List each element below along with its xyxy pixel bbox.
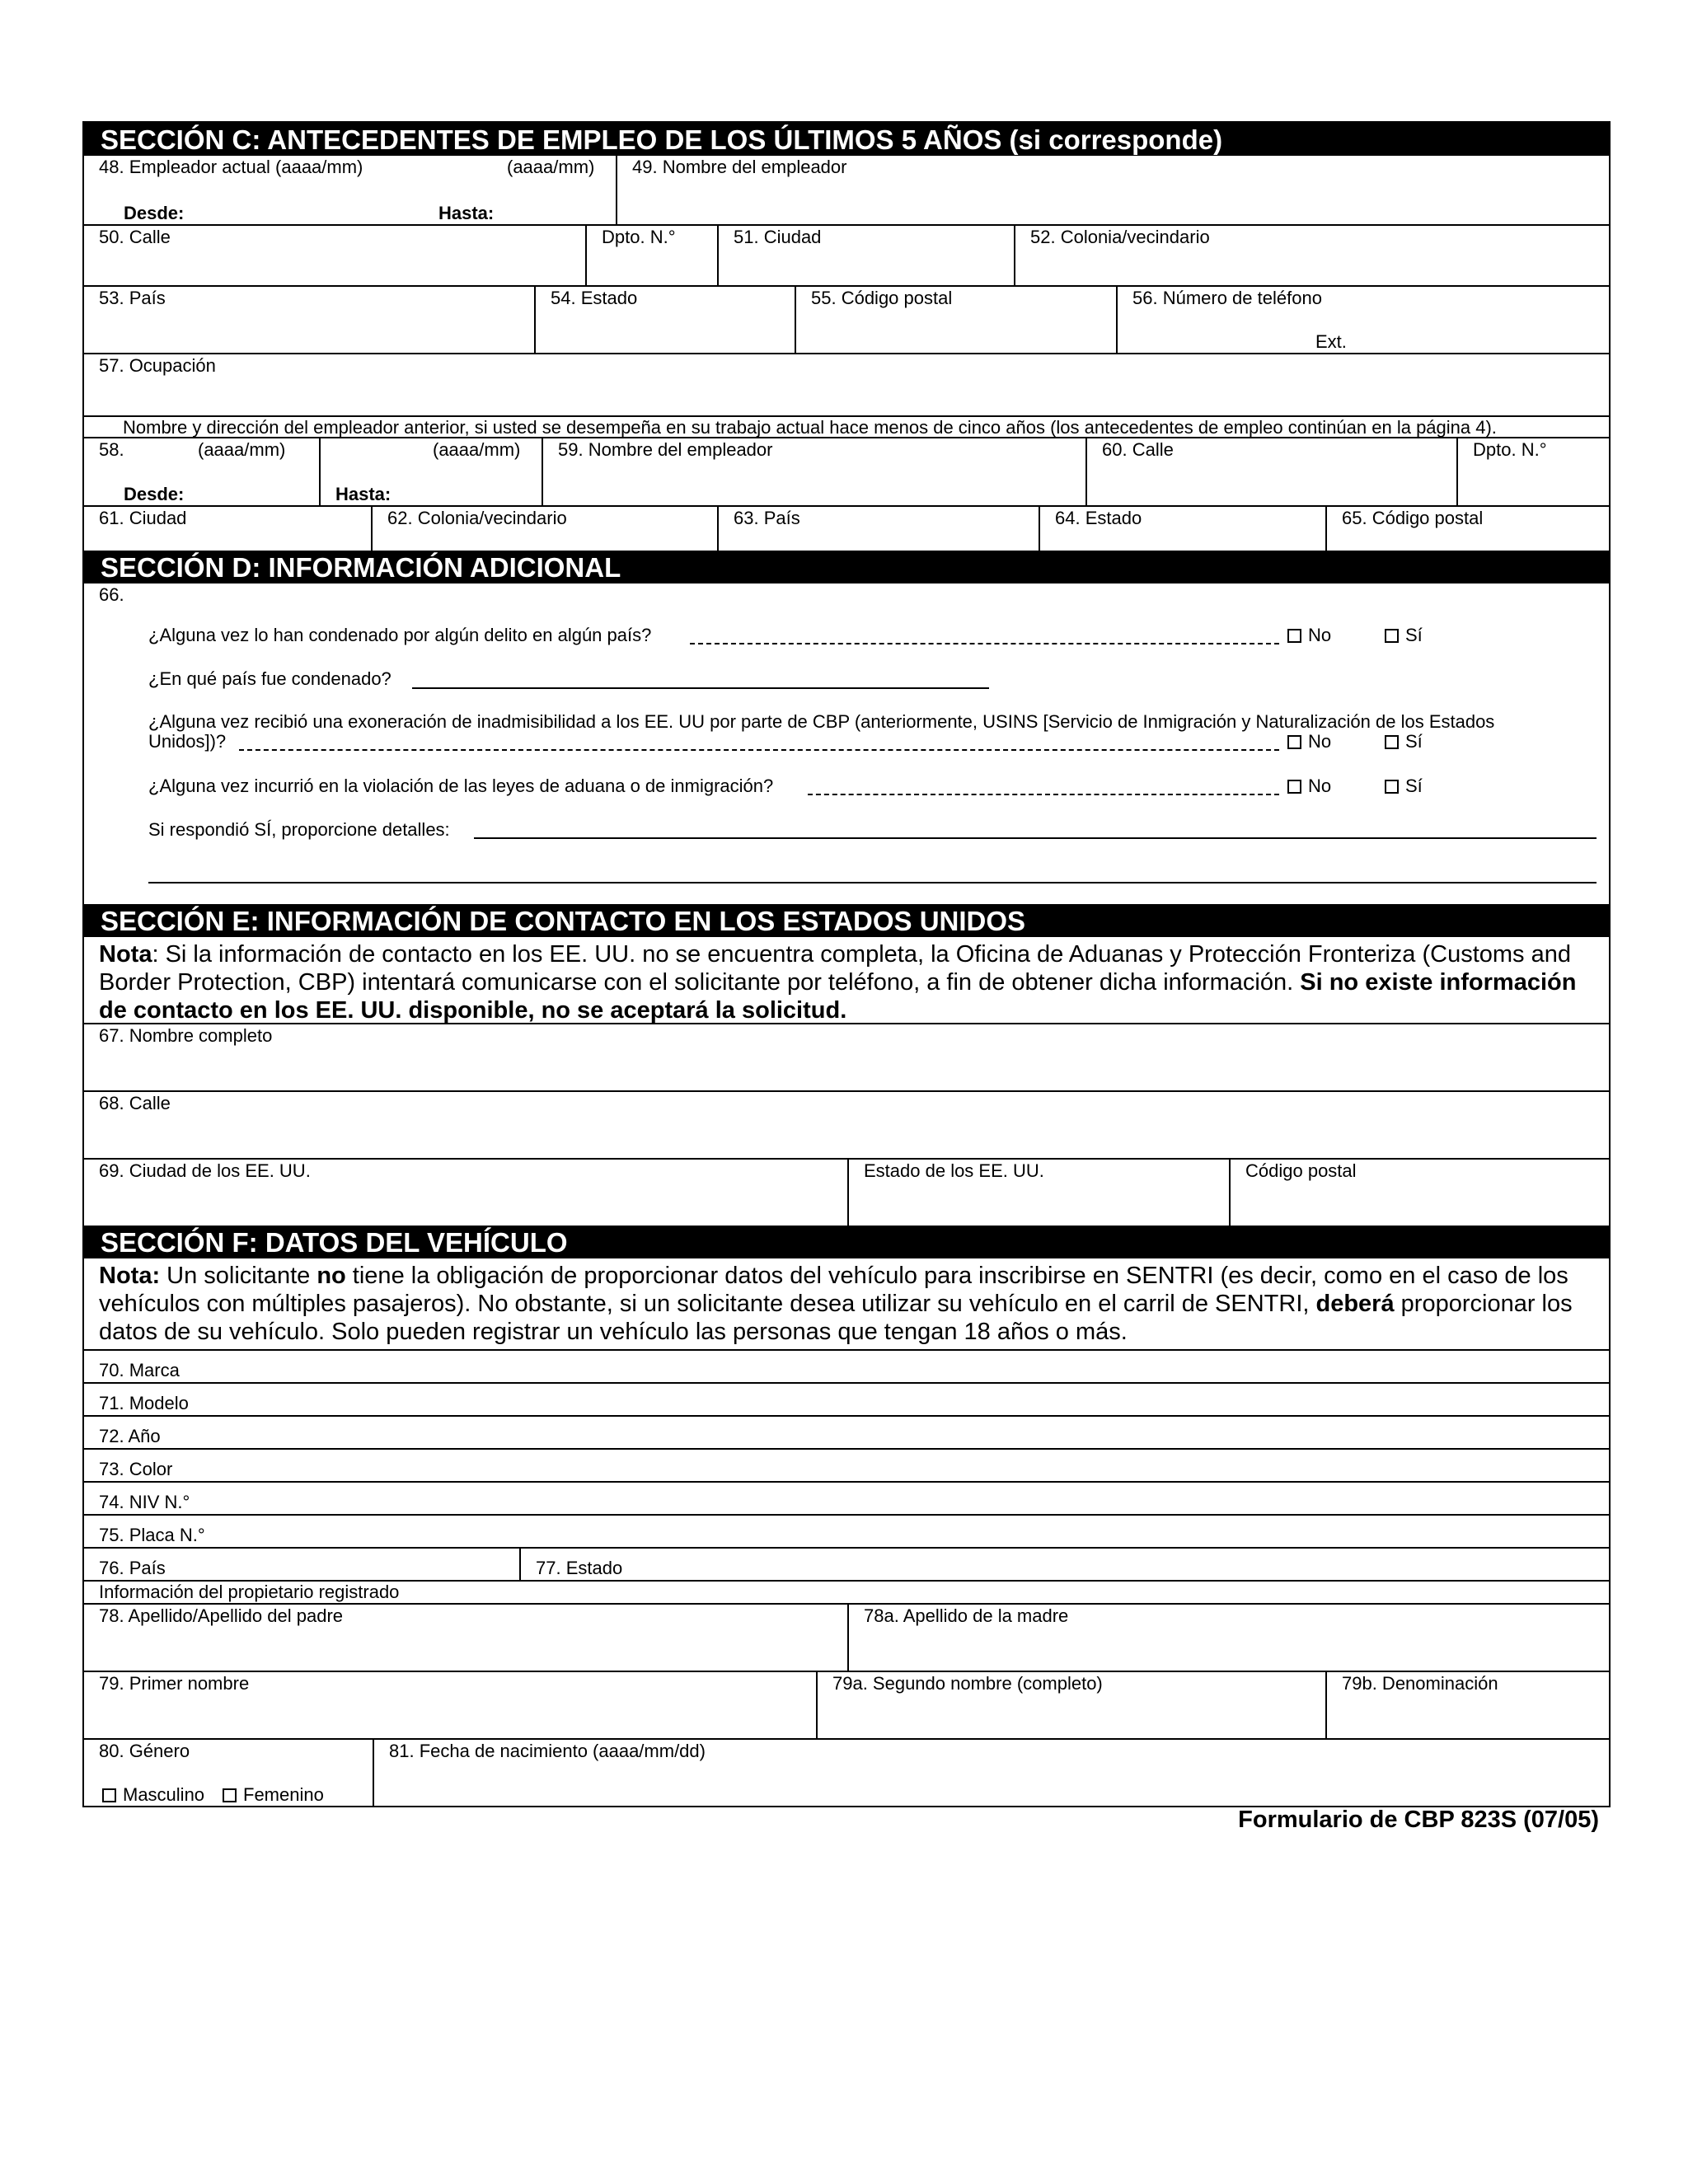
field-74[interactable]: [84, 1483, 1609, 1514]
field-78a[interactable]: [847, 1605, 1609, 1671]
femenino-label: Femenino: [243, 1784, 324, 1805]
answer-line-details-1[interactable]: [474, 837, 1597, 839]
field-58-to[interactable]: [319, 438, 542, 505]
checkbox-icon[interactable]: [1287, 780, 1301, 794]
dotted-leader: [808, 794, 1279, 795]
question-country: ¿En qué país fue condenado?: [148, 668, 392, 689]
note-text-1: Un solicitante: [160, 1263, 317, 1289]
checkbox-icon[interactable]: [1287, 629, 1301, 643]
field-66: [84, 583, 1609, 904]
option-no-1[interactable]: [1287, 625, 1331, 646]
checkbox-icon[interactable]: [102, 1788, 116, 1802]
row-owner: [84, 1580, 1609, 1603]
row-79: [84, 1671, 1609, 1738]
label-48: 48. Empleador actual (aaaa/mm): [99, 157, 363, 177]
field-us-zip[interactable]: [1229, 1160, 1609, 1226]
row-prev-note: [84, 415, 1609, 437]
label-69: 69. Ciudad de los EE. UU.: [99, 1160, 311, 1181]
row-48: [84, 156, 1609, 224]
field-65[interactable]: [1325, 507, 1609, 551]
label-desde: Desde:: [124, 203, 185, 223]
section-f-title: SECCIÓN F: DATOS DEL VEHÍCULO: [84, 1226, 1609, 1258]
field-51[interactable]: [717, 226, 1014, 285]
question-violation: ¿Alguna vez incurrió en la violación de las leyes de aduana o de inmigración?: [148, 776, 774, 796]
row-72: [84, 1415, 1609, 1448]
row-80: [84, 1738, 1609, 1806]
option-femenino[interactable]: [223, 1784, 324, 1806]
field-79[interactable]: [84, 1672, 816, 1738]
note-label: Nota: [99, 941, 152, 968]
section-e-title: SECCIÓN E: INFORMACIÓN DE CONTACTO EN LOS ESTADOS UNIDOS: [84, 904, 1609, 937]
row-74: [84, 1481, 1609, 1514]
label-74: 74. NIV N.°: [99, 1492, 190, 1512]
form-number: Formulario de CBP 823S (07/05): [1238, 1807, 1599, 1833]
masculino-label: Masculino: [123, 1784, 205, 1805]
field-80: [84, 1740, 373, 1806]
field-60[interactable]: [1085, 438, 1456, 505]
label-dpto: Dpto. N.°: [602, 227, 676, 247]
owner-info-label: Información del propietario registrado: [99, 1582, 400, 1602]
field-73[interactable]: [84, 1450, 1609, 1481]
field-62[interactable]: [371, 507, 717, 551]
field-49[interactable]: [616, 156, 1609, 224]
field-54[interactable]: [534, 287, 795, 353]
label-65: 65. Código postal: [1342, 508, 1484, 528]
option-si-3[interactable]: [1385, 776, 1423, 797]
label-79b: 79b. Denominación: [1342, 1673, 1498, 1694]
label-56: 56. Número de teléfono: [1132, 288, 1322, 308]
row-67: [84, 1023, 1609, 1090]
option-no-3[interactable]: [1287, 776, 1331, 797]
label-58-aaaamm: (aaaa/mm): [198, 439, 286, 460]
label-61: 61. Ciudad: [99, 508, 187, 528]
label-55: 55. Código postal: [811, 288, 953, 308]
label-49: 49. Nombre del empleador: [632, 157, 847, 177]
section-f-note-row: [84, 1258, 1609, 1349]
field-dpto[interactable]: [585, 226, 717, 285]
previous-employer-note: Nombre y dirección del empleador anterior, si usted se desempeña en su trabajo actual hace menos de cinco años (los antecedentes de empleo continúan en la página 4).: [123, 417, 1497, 438]
section-f-note: [84, 1258, 1609, 1349]
label-52: 52. Colonia/vecindario: [1030, 227, 1210, 247]
label-76: 76. País: [99, 1558, 166, 1578]
label-67: 67. Nombre completo: [99, 1025, 273, 1046]
label-dpto-2: Dpto. N.°: [1473, 439, 1547, 460]
label-80: 80. Género: [99, 1741, 190, 1761]
si-label: Sí: [1405, 731, 1423, 752]
form: [82, 121, 1611, 1807]
field-dpto-2[interactable]: [1456, 438, 1609, 505]
label-hasta-58: Hasta:: [335, 484, 392, 504]
field-53[interactable]: [84, 287, 534, 353]
checkbox-icon[interactable]: [1385, 629, 1399, 643]
note-bold: Si no existe información de contacto en los EE. UU. disponible, no se aceptará la solicitud.: [99, 969, 1577, 1024]
field-48-from[interactable]: [84, 156, 420, 224]
section-d-body: [84, 583, 1609, 904]
label-us-state: Estado de los EE. UU.: [864, 1160, 1044, 1181]
field-64[interactable]: [1039, 507, 1325, 551]
dotted-leader: [690, 643, 1279, 644]
row-75: [84, 1514, 1609, 1547]
option-masculino[interactable]: [102, 1784, 204, 1806]
note-text-2: tiene la obligación de proporcionar datos del vehículo para inscribirse en SENTRI (es decir, como en el caso de los vehículos con múltiples pasajeros). No obstante, si un solicitante desea utilizar su vehículo en el carril de SENTRI,: [99, 1263, 1568, 1317]
note-debera: deberá: [1315, 1291, 1395, 1317]
option-si-1[interactable]: [1385, 625, 1423, 646]
field-81[interactable]: [373, 1740, 1609, 1806]
checkbox-icon[interactable]: [1385, 780, 1399, 794]
label-78: 78. Apellido/Apellido del padre: [99, 1605, 344, 1626]
field-52[interactable]: [1014, 226, 1609, 285]
field-75[interactable]: [84, 1516, 1609, 1547]
label-81: 81. Fecha de nacimiento (aaaa/mm/dd): [389, 1741, 706, 1761]
label-51: 51. Ciudad: [734, 227, 822, 247]
label-57: 57. Ocupación: [99, 355, 216, 376]
field-78[interactable]: [84, 1605, 847, 1671]
label-71: 71. Modelo: [99, 1393, 189, 1413]
field-58-from[interactable]: [84, 438, 319, 505]
answer-line-country[interactable]: [412, 687, 989, 689]
question-waiver-1: ¿Alguna vez recibió una exoneración de inadmisibilidad a los EE. UU por parte de CBP (anteriormente, USINS [Servicio de Inmigración y Naturalización de los Estados: [148, 711, 1495, 732]
section-c-title: SECCIÓN C: ANTECEDENTES DE EMPLEO DE LOS ÚLTIMOS 5 AÑOS (si corresponde): [84, 123, 1609, 156]
label-68: 68. Calle: [99, 1093, 171, 1113]
no-label: No: [1308, 731, 1332, 752]
note-no: no: [316, 1263, 346, 1289]
field-57[interactable]: [84, 354, 1609, 415]
label-79: 79. Primer nombre: [99, 1673, 250, 1694]
question-waiver-2: Unidos])?: [148, 731, 227, 752]
row-78: [84, 1603, 1609, 1671]
label-72: 72. Año: [99, 1426, 161, 1446]
field-71[interactable]: [84, 1384, 1609, 1415]
row-69: [84, 1158, 1609, 1226]
option-no-2[interactable]: [1287, 731, 1331, 752]
row-58: [84, 437, 1609, 505]
label-59: 59. Nombre del empleador: [558, 439, 773, 460]
note-text: : Si la información de contacto en los EE. UU. no se encuentra completa, la Oficina de Aduanas y Protección Fronteriza (Customs and Border Protection, CBP) intentará comunicarse con el solicitante por teléfono, a fin de obtener dicha información.: [99, 941, 1572, 996]
option-si-2[interactable]: [1385, 731, 1423, 752]
row-73: [84, 1448, 1609, 1481]
field-63[interactable]: [717, 507, 1039, 551]
field-79a[interactable]: [816, 1672, 1325, 1738]
question-details: Si respondió SÍ, proporcione detalles:: [148, 819, 450, 840]
row-50: [84, 224, 1609, 285]
row-57: [84, 353, 1609, 415]
checkbox-icon[interactable]: [1287, 735, 1301, 749]
label-64: 64. Estado: [1055, 508, 1142, 528]
field-76[interactable]: [84, 1549, 519, 1580]
section-e-note-row: [84, 937, 1609, 1023]
label-77: 77. Estado: [536, 1558, 623, 1578]
label-66: 66.: [99, 584, 124, 605]
field-67[interactable]: [84, 1024, 1609, 1090]
label-62: 62. Colonia/vecindario: [387, 508, 567, 528]
label-60: 60. Calle: [1102, 439, 1174, 460]
row-70: [84, 1349, 1609, 1382]
field-61[interactable]: [84, 507, 371, 551]
no-label: No: [1308, 625, 1332, 645]
field-68[interactable]: [84, 1092, 1609, 1158]
field-48-to[interactable]: [420, 156, 616, 224]
no-label: No: [1308, 776, 1332, 796]
question-convicted: ¿Alguna vez lo han condenado por algún delito en algún país?: [148, 625, 652, 645]
label-desde-58: Desde:: [124, 484, 185, 504]
field-55[interactable]: [795, 287, 1116, 353]
answer-line-details-2[interactable]: [148, 882, 1597, 883]
label-50: 50. Calle: [99, 227, 171, 247]
row-71: [84, 1382, 1609, 1415]
section-d-title: SECCIÓN D: INFORMACIÓN ADICIONAL: [84, 551, 1609, 583]
label-us-zip: Código postal: [1245, 1160, 1357, 1181]
field-50[interactable]: [84, 226, 585, 285]
checkbox-icon[interactable]: [223, 1788, 237, 1802]
field-70[interactable]: [84, 1351, 1609, 1382]
label-58b-aaaamm: (aaaa/mm): [433, 439, 521, 460]
row-61: [84, 505, 1609, 551]
label-53: 53. País: [99, 288, 166, 308]
field-72[interactable]: [84, 1417, 1609, 1448]
label-70: 70. Marca: [99, 1360, 180, 1380]
label-73: 73. Color: [99, 1459, 173, 1479]
section-e-note: [84, 937, 1609, 1023]
note-label: Nota:: [99, 1263, 161, 1289]
field-56[interactable]: [1116, 287, 1609, 353]
note-text-3: proporcionar los datos de su vehículo. Solo pueden registrar un vehículo las personas que tengan 18 años o más.: [99, 1291, 1573, 1345]
dotted-leader: [239, 749, 1279, 751]
label-78a: 78a. Apellido de la madre: [864, 1605, 1069, 1626]
label-63: 63. País: [734, 508, 800, 528]
row-68: [84, 1090, 1609, 1158]
row-76: [84, 1547, 1609, 1580]
label-79a: 79a. Segundo nombre (completo): [832, 1673, 1103, 1694]
field-us-state[interactable]: [847, 1160, 1229, 1226]
label-75: 75. Placa N.°: [99, 1525, 205, 1545]
label-hasta: Hasta:: [438, 203, 495, 223]
si-label: Sí: [1405, 625, 1423, 645]
checkbox-icon[interactable]: [1385, 735, 1399, 749]
label-48-aaaamm: (aaaa/mm): [507, 157, 595, 177]
si-label: Sí: [1405, 776, 1423, 796]
row-53: [84, 285, 1609, 353]
label-58: 58.: [99, 439, 124, 460]
field-77[interactable]: [519, 1549, 1609, 1580]
field-79b[interactable]: [1325, 1672, 1609, 1738]
label-54: 54. Estado: [551, 288, 638, 308]
label-ext: Ext.: [1315, 331, 1347, 352]
field-59[interactable]: [542, 438, 1085, 505]
field-69[interactable]: [84, 1160, 847, 1226]
